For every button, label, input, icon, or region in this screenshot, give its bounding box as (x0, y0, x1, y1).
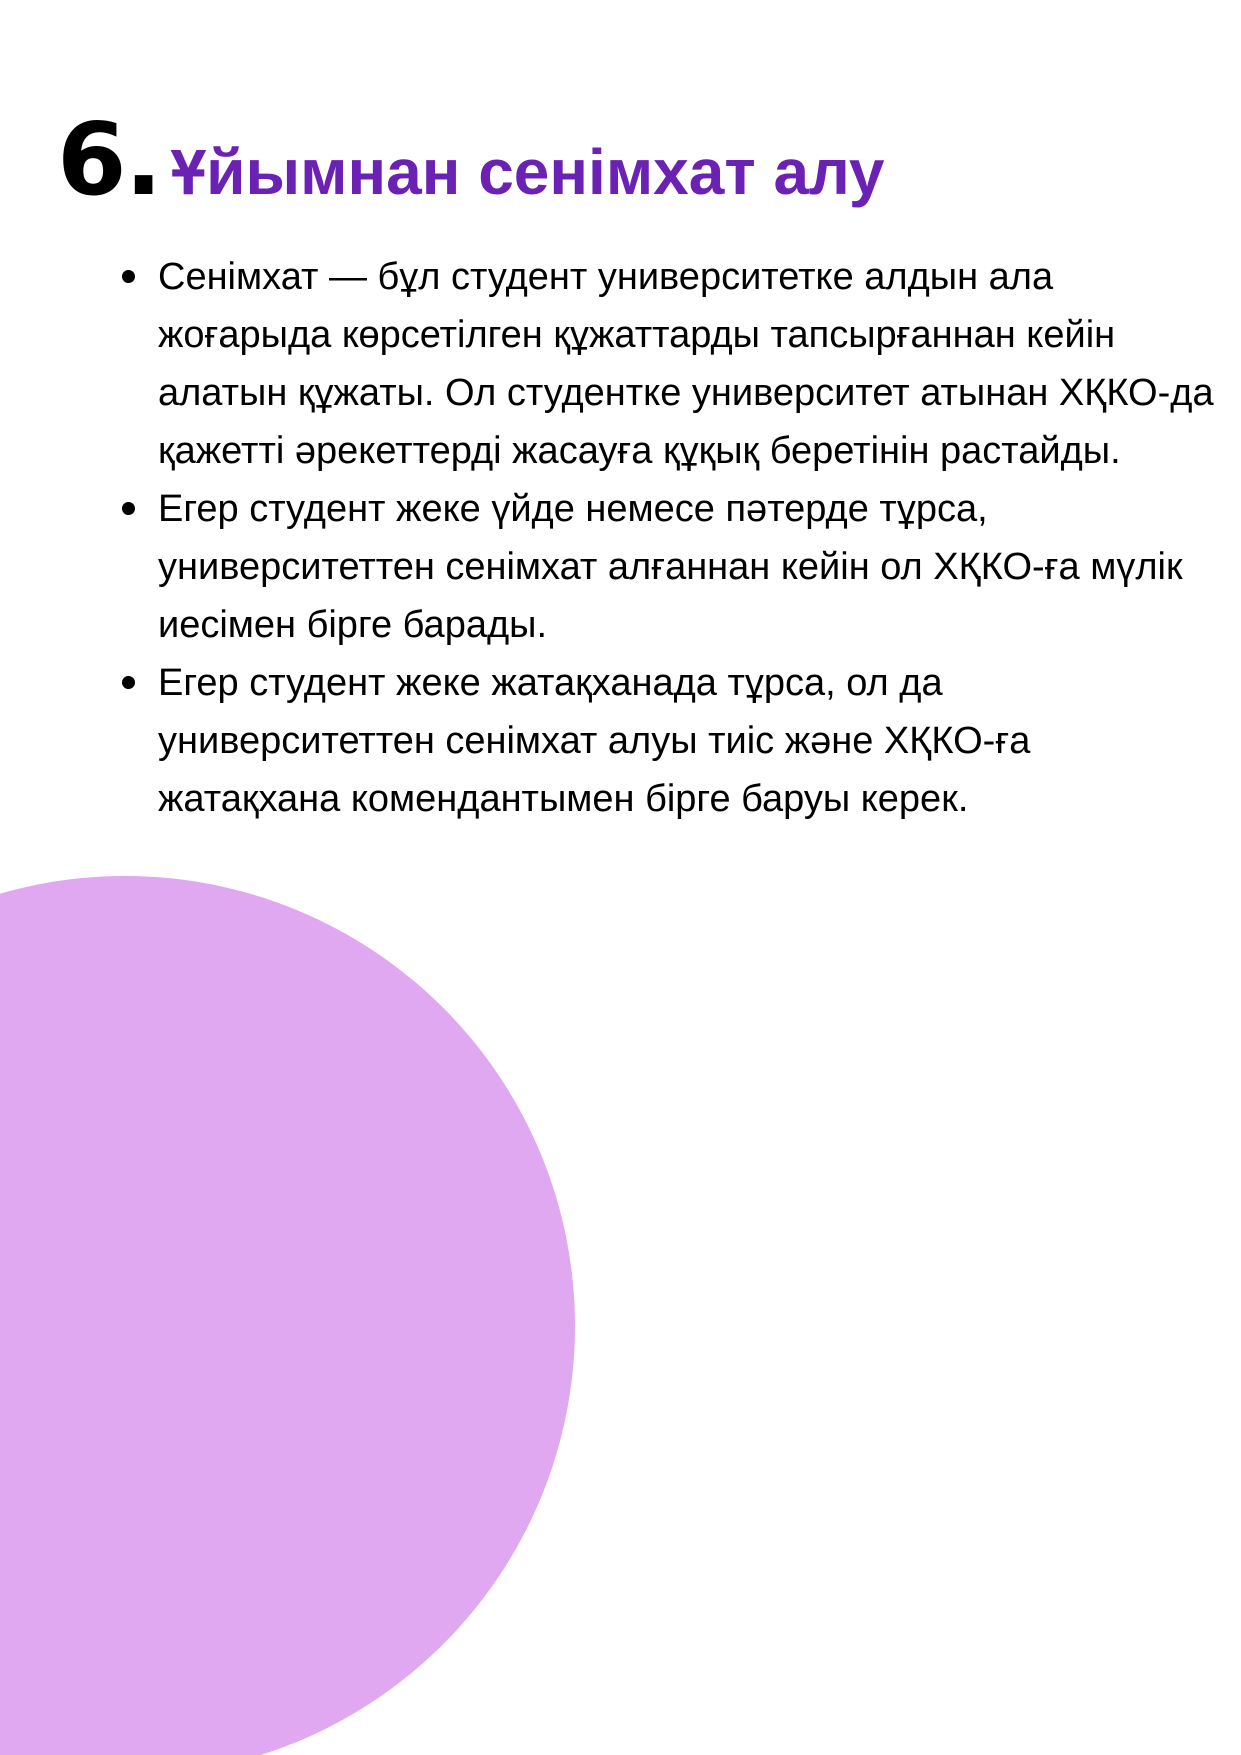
bullet-dot-icon (122, 676, 135, 689)
bullet-item (158, 248, 1218, 480)
section-number: 6. (57, 101, 161, 218)
bullet-text: Егер студент жеке үйде немесе пәтерде тұрса, университеттен сенімхат алғаннан кейін ол ХҚКО-ға мүлік иесімен бірге барады. (158, 488, 1183, 646)
bullet-text: Сенімхат — бұл студент университетке алдын ала жоғарыда көрсетілген құжаттарды тапсырғаннан кейін алатын құжаты. Ол студентке университет атынан ХҚКО-да қажетті әрекеттерді жасауға құқық беретінін растайды. (158, 256, 1214, 472)
bullet-text: Егер студент жеке жатақханада тұрса, ол да университеттен сенімхат алуы тиіс және ХҚКО-ға жатақхана комендантымен бірге баруы керек. (158, 662, 1031, 820)
bullet-dot-icon (122, 502, 135, 515)
bullet-dot-icon (122, 270, 135, 283)
section-heading (57, 101, 885, 218)
section-title: Ұйымнан сенімхат алу (170, 136, 885, 208)
bullet-list (158, 248, 1218, 828)
bullet-item (158, 480, 1218, 654)
bullet-item (158, 654, 1218, 828)
decorative-circle (0, 876, 575, 1755)
